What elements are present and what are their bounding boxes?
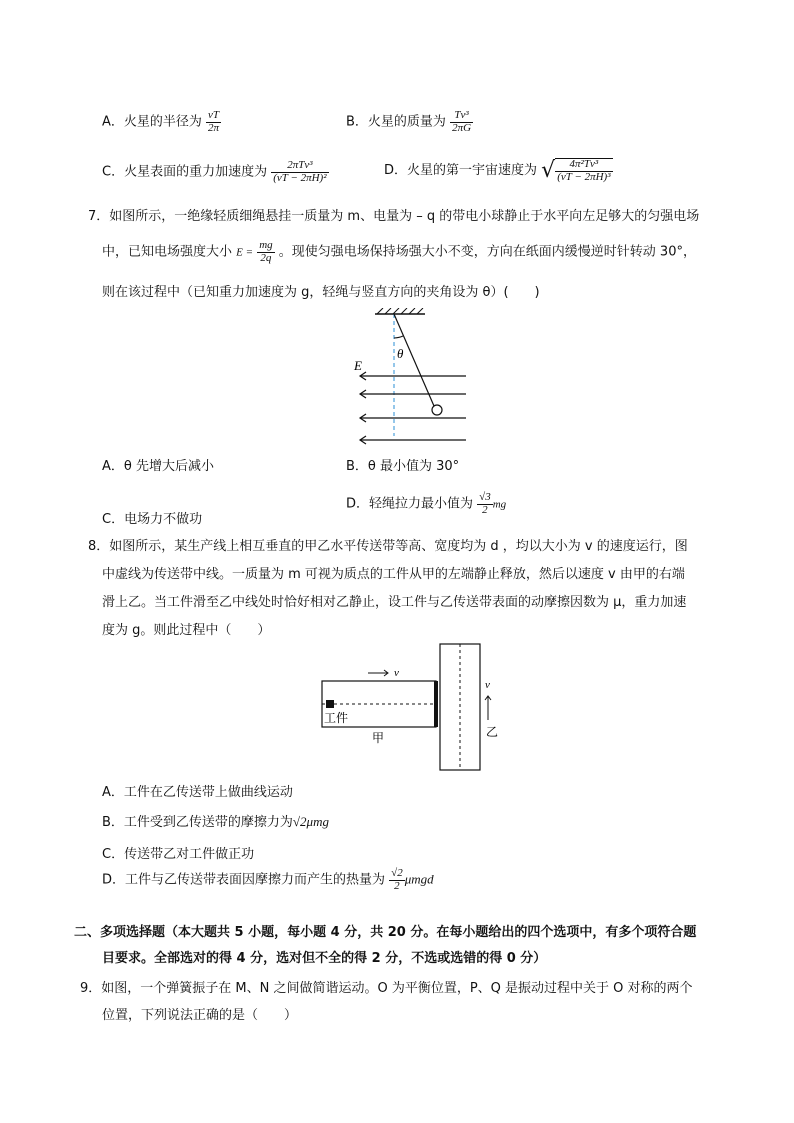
q8-option-c: C．传送带乙对工件做正功 <box>102 847 255 862</box>
q6-d-sqrt: √ $\frac{\text{4π²Tv³}}{\text{(vT − 2πH)³}}$ <box>541 158 611 184</box>
field-lines <box>360 372 466 444</box>
q8-line2: 中虚线为传送带中线。一质量为 m 可视为质点的工件从甲的左端静止释放，然后以速度 v 由甲的右端 <box>102 567 685 582</box>
q7-option-c: C．电场力不做功 <box>102 512 203 527</box>
belt-b-velocity-label: v <box>485 679 490 691</box>
q6-option-c: C．火星表面的重力加速度为 $\frac{\text{2πTv³}}{\text{(vT − 2πH)²}}$ <box>102 159 327 184</box>
q7-option-b: B．θ 最小值为 30° <box>346 459 460 474</box>
q7-line2: 中，已知电场强度大小 E = $\frac{mg}{2q}$ 。现使匀强电场保持场强大小不变，方向在纸面内缓慢逆时针转动 30°， <box>102 239 696 264</box>
q6-option-b: B．火星的质量为 $\frac{\text{Tv³}}{2\pi G}$ <box>346 109 472 134</box>
charged-ball <box>432 405 442 415</box>
q8-line1: 8．如图所示，某生产线上相互垂直的甲乙水平传送带等高、宽度均为 d ，均以大小为 v 的速度运行，图 <box>88 539 688 554</box>
angle-label: θ <box>397 346 404 361</box>
angle-arc <box>394 336 403 338</box>
ceiling-hatch <box>377 308 423 314</box>
q7-option-d: D．轻绳拉力最小值为 $\frac{√3}{2}$ mg <box>346 491 507 516</box>
section2-line2: 目要求。全部选对的得 4 分，选对但不全的得 2 分，不选或选错的得 0 分） <box>102 951 547 966</box>
section2-line1: 二、多项选择题（本大题共 5 小题，每小题 4 分，共 20 分。在每小题给出的四个选项中，有多个项符合题 <box>74 925 697 940</box>
q8-option-b: B．工件受到乙传送带的摩擦力为√2μmg <box>102 814 329 830</box>
q6-option-a: A．火星的半径为 $\frac{vT}{2\pi}$ <box>102 109 220 134</box>
belt-a-velocity-label: v <box>394 667 399 679</box>
q8-line4: 度为 g。则此过程中（ ） <box>102 623 271 638</box>
belt-b-label: 乙 <box>486 725 499 739</box>
q9-line2: 位置，下列说法正确的是（ ） <box>102 1008 298 1023</box>
q7-line1: 7．如图所示，一绝缘轻质细绳悬挂一质量为 m、电量为 – q 的带电小球静止于水平向左足够大的匀强电场 <box>88 209 700 224</box>
q8-option-a: A．工件在乙传送带上做曲线运动 <box>102 785 293 800</box>
q7-line3: 则在该过程中（已知重力加速度为 g，轻绳与竖直方向的夹角设为 θ）( ) <box>102 285 540 300</box>
belt-a-label: 甲 <box>372 731 385 745</box>
q8-figure <box>318 640 508 775</box>
workpiece-label: 工件 <box>324 711 349 725</box>
q8-option-d: D．工件与乙传送带表面因摩擦力而产生的热量为 $\frac{√2}{2}$ μmgd <box>102 867 434 892</box>
q8-line3: 滑上乙。当工件滑至乙中线处时恰好相对乙静止，设工件与乙传送带表面的动摩擦因数为 μ，重力加速 <box>102 595 687 610</box>
q6-option-d: D．火星的第一宇宙速度为 √ $\frac{\text{4π²Tv³}}{\text{(vT − 2πH)³}}$ <box>384 158 611 184</box>
q6-a-fraction: $\frac{vT}{2\pi}$ <box>208 109 220 134</box>
belt-a-end <box>434 681 438 727</box>
q7-option-a: A．θ 先增大后减小 <box>102 459 214 474</box>
q6-b-fraction: $\frac{\text{Tv³}}{2\pi G}$ <box>452 109 472 134</box>
q9-line1: 9．如图，一个弹簧振子在 M、N 之间做简谐运动。O 为平衡位置，P、Q 是振动过程中关于 O 对称的两个 <box>80 981 693 996</box>
q7-figure <box>350 308 480 448</box>
workpiece <box>326 700 334 708</box>
field-label: E <box>354 358 362 373</box>
q6-c-fraction: $\frac{\text{2πTv³}}{\text{(vT − 2πH)²}}$ <box>273 159 327 184</box>
